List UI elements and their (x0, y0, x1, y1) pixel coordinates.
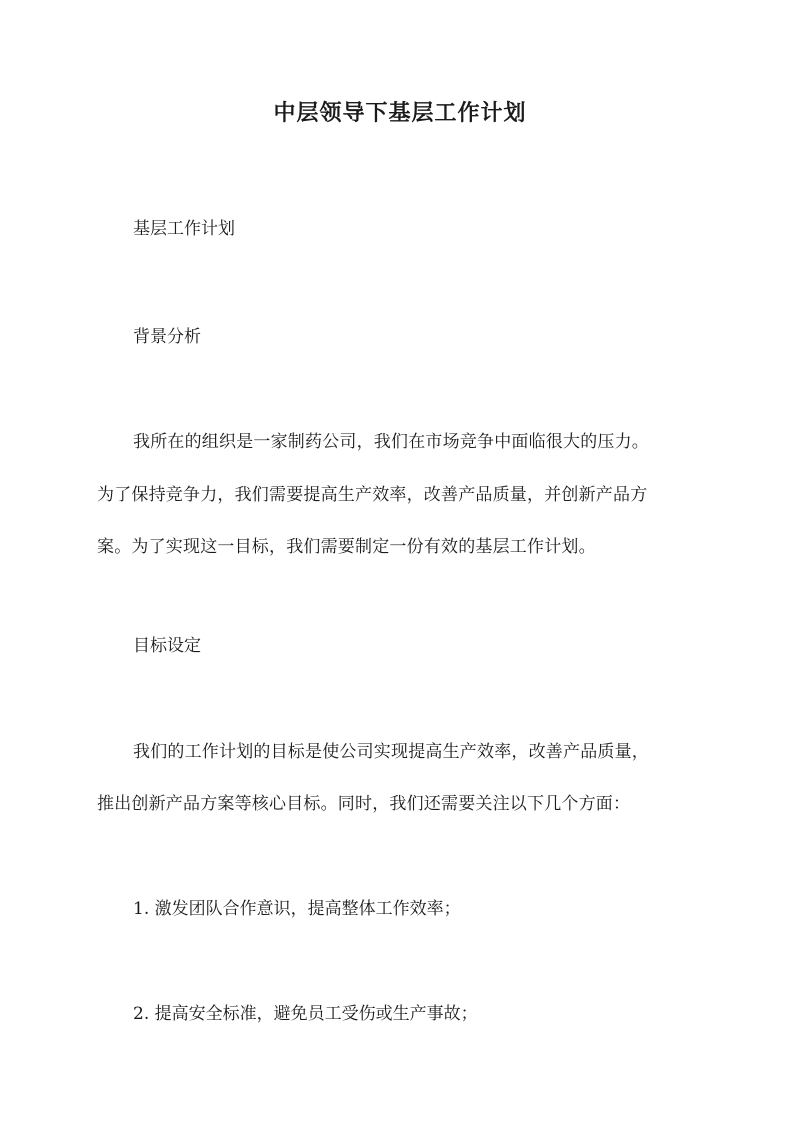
heading-plan: 基层工作计划 (133, 219, 235, 239)
list-item: 1. 激发团队合作意识，提高整体工作效率； (133, 899, 461, 919)
goals-line-1: 我们的工作计划的目标是使公司实现提高生产效率，改善产品质量， (133, 742, 649, 762)
background-line-1: 我所在的组织是一家制药公司，我们在市场竞争中面临很大的压力。 (133, 432, 649, 452)
heading-background: 背景分析 (133, 327, 201, 347)
background-line-2: 为了保持竞争力，我们需要提高生产效率，改善产品质量，并创新产品方 (97, 485, 648, 505)
goals-line-2: 推出创新产品方案等核心目标。同时，我们还需要关注以下几个方面： (97, 794, 631, 814)
document-title: 中层领导下基层工作计划 (273, 100, 527, 126)
list-item: 2. 提高安全标准，避免员工受伤或生产事故； (133, 1004, 478, 1024)
heading-goals: 目标设定 (133, 636, 201, 656)
background-line-3: 案。为了实现这一目标，我们需要制定一份有效的基层工作计划。 (97, 537, 596, 557)
